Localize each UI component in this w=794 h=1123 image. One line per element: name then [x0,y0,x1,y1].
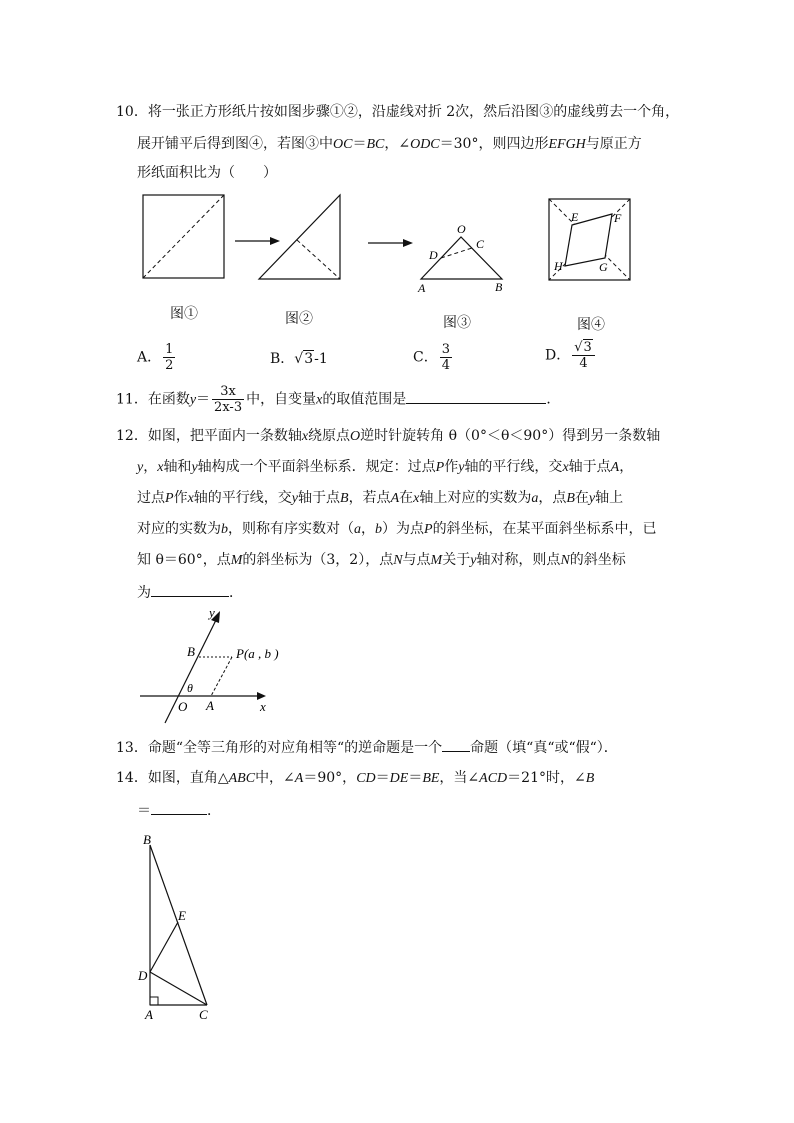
q10-number: 10． [116,104,148,120]
q10-figures [0,185,794,295]
caption-fig2: 图② [285,311,313,327]
q12-number: 12． [116,428,148,444]
q14-triangle-figure [130,828,230,1028]
q10-option-D[interactable]: D． $\frac{√3}{4}$ [545,340,597,371]
fig4-label-G: G [599,260,608,274]
q14-line-2: ＝ ． [137,800,221,821]
label-C: C [199,1007,208,1022]
fraction: $\frac{1}{2}$ [165,342,174,373]
label-E: E [178,908,186,923]
label-B: B [187,644,195,659]
segment-DE [150,922,178,972]
q13-line: 13．命题“全等三角形的对应角相等“的逆命题是一个 命题（填“真“或“假“）． [116,737,618,758]
q10-line-1: 10．将一张正方形纸片按如图步骤①②，沿虚线对折 2次，然后沿图③的虚线剪去一个角， [116,104,680,120]
q13-answer-blank[interactable] [442,737,470,752]
q12-line-2: y，x轴和y轴构成一个平面斜坐标系．规定：过点P作y轴的平行线，交x轴于点A， [137,459,634,475]
label-theta: θ [187,681,193,695]
q12-line-5: 知 θ＝60°，点M的斜坐标为（3，2），点N与点M关于y轴对称，则点N的斜坐标 [137,552,626,568]
label-B: B [143,832,151,847]
q12-line-3: 过点P作x轴的平行线，交y轴于点B，若点A在x轴上对应的实数为a，点B在y轴上 [137,490,624,506]
q11-fraction: $\frac{3x}{2x-3}$ [214,384,243,415]
fig3-label-A: A [418,281,426,295]
caption-fig3: 图③ [443,315,471,331]
side-BC [150,845,207,1005]
fig4-label-H: H [554,259,563,273]
label-y: y [209,605,215,620]
fraction: $\frac{3}{4}$ [441,342,450,373]
fraction: $\frac{√3}{4}$ [572,340,595,371]
q12-answer-blank[interactable] [151,582,229,597]
arrow-1-head [270,237,280,245]
fig3-label-O: O [457,222,466,236]
q10-option-C[interactable]: C． $\frac{3}{4}$ [413,342,450,373]
label-O: O [178,699,188,714]
q14-answer-blank[interactable] [151,800,207,815]
fig2-dashed-line [297,240,340,279]
label-P: P(a , b ) [236,646,279,661]
pa-dashed-line [211,657,232,696]
q13-number: 13． [116,740,148,756]
q12-line-6: 为 ． [137,582,243,603]
q11-answer-blank[interactable] [406,389,546,404]
caption-fig4: 图④ [577,317,605,333]
q14-number: 14． [116,770,148,786]
fig4-label-E: E [571,210,579,224]
label-A: A [206,698,214,713]
sqrt-symbol: √3 [294,351,314,367]
label-D: D [138,968,148,983]
q11-line: 11．在函数y＝ $\frac{3x}{2x-3}$ 中，自变量x的取值范围是 ． [116,384,561,415]
label-x: x [260,699,266,714]
arrow-2-head [403,239,413,247]
q12-line-1: 12．如图，把平面内一条数轴x绕原点O逆时针旋转角 θ（0°＜θ＜90°）得到另一条数轴 [116,428,661,444]
segment-DC [150,972,207,1005]
fig3-label-C: C [476,237,485,251]
q10-option-B[interactable]: B．√3-1 [270,351,328,367]
fig3-label-D: D [429,248,438,262]
right-angle-mark [150,997,158,1005]
q11-number: 11． [116,391,148,408]
q12-line-4: 对应的实数为b，则称有序实数对（a，b）为点P的斜坐标，在某平面斜坐标系中，已 [137,521,657,537]
label-A: A [145,1007,153,1022]
q12-oblique-axes-figure [130,600,300,725]
q10-line-3: 形纸面积比为（ ） [137,165,277,181]
q10-line-2: 展开铺平后得到图④，若图③中OC＝BC，∠ODC＝30°，则四边形EFGH与原正方 [137,136,642,152]
fig4-label-F: F [614,211,622,225]
caption-fig1: 图① [170,306,198,322]
q10-option-A[interactable]: A． $\frac{1}{2}$ [137,342,174,373]
fig3-label-B: B [495,280,503,294]
fig2-triangle [259,195,340,279]
fig1-dashed-diagonal [143,195,224,278]
q14-line-1: 14．如图，直角△ABC中，∠A＝90°，CD＝DE＝BE，当∠ACD＝21°时，∠B [116,770,595,786]
